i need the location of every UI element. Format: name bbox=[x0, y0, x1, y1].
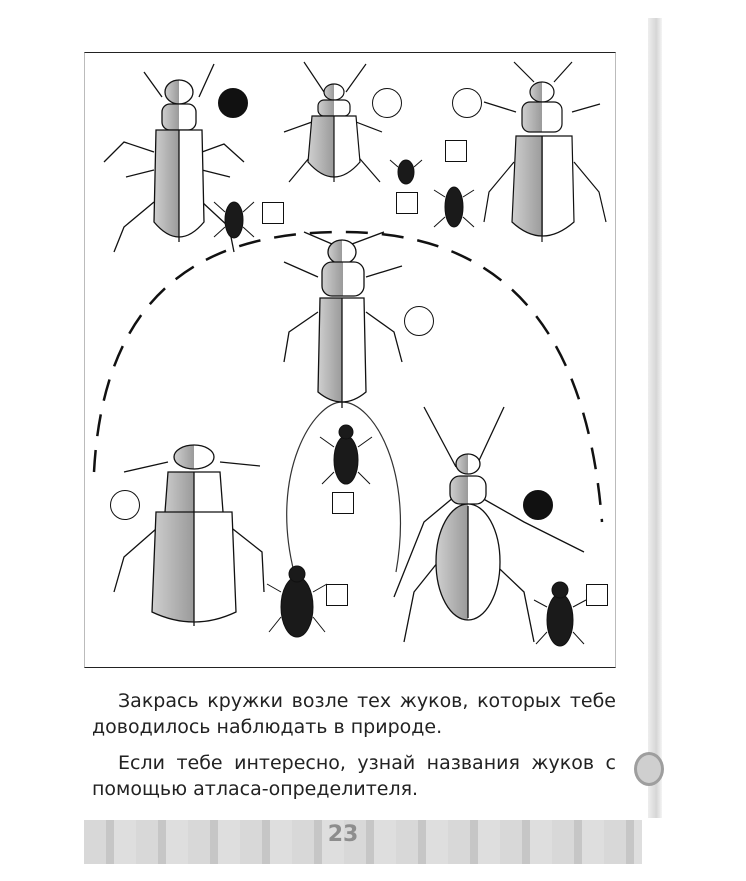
circle-marker-top-left[interactable] bbox=[218, 88, 248, 118]
beetle-top-middle bbox=[284, 62, 382, 182]
instruction-paragraph-2: Если тебе интересно, узнай названия жуков с помощью атласа-определителя. bbox=[92, 752, 616, 800]
small-beetle-1 bbox=[214, 202, 254, 238]
page-number: 23 bbox=[327, 822, 359, 847]
circle-marker-top-right[interactable] bbox=[452, 88, 482, 118]
square-marker-2[interactable] bbox=[396, 192, 418, 214]
beetles-illustration bbox=[84, 52, 616, 668]
square-marker-6[interactable] bbox=[586, 584, 608, 606]
square-marker-5[interactable] bbox=[326, 584, 348, 606]
instructions bbox=[92, 688, 616, 812]
circle-marker-top-middle[interactable] bbox=[372, 88, 402, 118]
small-beetle-2 bbox=[390, 160, 422, 184]
instruction-paragraph-1: Закрась кружки возле тех жуков, которых тебе доводилось наблюдать в природе. bbox=[92, 690, 616, 738]
square-marker-1[interactable] bbox=[262, 202, 284, 224]
square-marker-3[interactable] bbox=[445, 140, 467, 162]
page-edge-shadow bbox=[648, 18, 662, 818]
beetle-center bbox=[284, 232, 402, 408]
circle-marker-bottom-right[interactable] bbox=[523, 490, 553, 520]
page-tab-icon bbox=[634, 752, 664, 786]
circle-marker-bottom-left[interactable] bbox=[110, 490, 140, 520]
circle-marker-center[interactable] bbox=[404, 306, 434, 336]
small-beetle-arch bbox=[320, 425, 372, 484]
small-beetle-bottom bbox=[267, 566, 327, 637]
beetle-top-right bbox=[484, 62, 606, 242]
beetle-bottom-left bbox=[114, 445, 264, 626]
small-beetle-bottom-right bbox=[534, 582, 586, 646]
square-marker-4[interactable] bbox=[332, 492, 354, 514]
small-beetle-3 bbox=[434, 187, 474, 227]
